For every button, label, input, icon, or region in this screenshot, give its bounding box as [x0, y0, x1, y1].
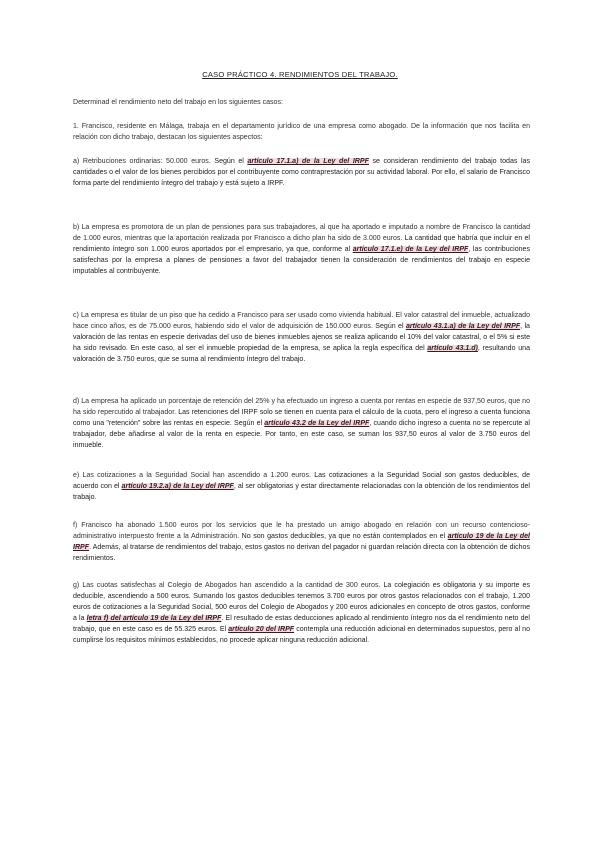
section-g-law-reference-2[interactable]: artículo 20 del IRPF: [228, 626, 295, 634]
section-a-text-2: se consideran rendimiento del trabajo todas las cantidades o el valor de los bienes percibidos por el contribuyente como contraprestación por su actividad laboral. Por ello, el salario de Francisco forma parte del rendimiento íntegro del trabajo y está sujeto a IRPF.: [73, 158, 530, 188]
section-e-law-reference[interactable]: artículo 19.2.a) de la Ley del IRPF: [121, 483, 234, 491]
intro-text: Determinad el rendimiento neto del trabajo en los siguientes casos:: [73, 99, 283, 106]
section-b-text-2: , las contribuciones satisfechas por la empresa a planes de pensiones a favor del trabajador tienen la consideración de rendimientos del trabajo en especie imputables al contribuyente.: [73, 246, 530, 276]
section-b-law-reference[interactable]: artículo 17.1.e) de la Ley del IRPF: [352, 246, 469, 254]
section-d: [73, 396, 530, 451]
section-g-text-1: La colegiación es obligatoria y su importe es deducible, ascendiendo a 500 euros. Sumando los gastos deducibles tenemos 3.700 euros por otros gastos relacionados con el trabajo, 1.200 euros de cotizaciones a la Seguridad Social, 500 euros del Colegio de Abogados y 200 euros adicionales en concepto de otros gastos, conforme a la: [73, 582, 530, 623]
section-c-question: c) La empresa es titular de un piso que ha cedido a Francisco para ser usado como vivienda habitual. El valor catastral del inmueble, actualizado hace cinco años, es de 75.000 euros, habiendo sido el valor de adquisición de 150.000 euros.: [73, 312, 530, 331]
section-c-text-1: Según el: [372, 323, 406, 331]
section-b-text-1: La cantidad que habría que incluir en el rendimiento íntegro son 1.000 euros aportados por el empresario, ya que, conforme al: [73, 235, 530, 254]
section-c-text-2: , la valoración de las rentas en especie derivadas del uso de bienes inmuebles ajenos se realiza aplicando el 10% del valor catastral, o el 5% si este ha sido revisado. En este caso, al ser el inmueble propiedad de la empresa, se aplica la regla específica del: [73, 323, 530, 353]
section-f: [73, 520, 530, 564]
section-f-law-reference[interactable]: artículo 19 de la Ley del IRPF: [73, 533, 530, 552]
section-e-text-2: , al ser obligatorias y estar directamente relacionadas con la obtención de los rendimientos del trabajo.: [73, 483, 530, 502]
section-b: [73, 222, 530, 277]
section-d-question: d) La empresa ha aplicado un porcentaje de retención del 25% y ha efectuado un ingreso a cuenta por rentas en especie de 937,50 euros, que no ha sido repercutido al trabajador.: [73, 398, 530, 417]
section-c-law-reference-1[interactable]: artículo 43.1.a) de la Ley del IRPF: [405, 323, 521, 331]
document-title: CASO PRÁCTICO 4. RENDIMIENTOS DEL TRABAJO.: [202, 70, 398, 79]
section-f-question: f) Francisco ha abonado 1.500 euros por los servicios que le ha prestado un amigo abogado en relación con un recurso contencioso-administrativo interpuesto frente a la Administración.: [73, 522, 530, 541]
section-g-text-3: contempla una reducción adicional en determinados supuestos, pero al no cumplirse los requisitos mínimos establecidos, no procede aplicar ninguna reducción adicional.: [73, 626, 530, 645]
section-g: [73, 580, 530, 647]
section-a-text-1: Según el: [210, 158, 248, 165]
section-f-text-2: . Además, al tratarse de rendimientos del trabajo, estos gastos no derivan del pagador ni guardan relación directa con la obtención de dichos rendimientos.: [73, 544, 530, 563]
section-e-text-1: Las cotizaciones a la Seguridad Social son gastos deducibles, de acuerdo con el: [73, 472, 530, 491]
section-e: [73, 470, 530, 503]
section-c-law-reference-2[interactable]: artículo 43.1.d): [427, 345, 478, 353]
section-g-question: g) Las cuotas satisfechas al Colegio de Abogados han ascendido a la cantidad de 300 euros.: [73, 582, 381, 589]
section-d-text-1: Las retenciones del IRPF solo se tienen en cuenta para el cálculo de la cuota, pero el ingreso a cuenta funciona como una "retención" sobre las rentas en especie. Según el: [73, 409, 531, 428]
section-g-law-reference-1[interactable]: letra f) del artículo 19 de la Ley del IRPF: [86, 615, 222, 623]
section-a-question: a) Retribuciones ordinarias: 50.000 euros.: [73, 158, 211, 165]
section-d-law-reference[interactable]: artículo 43.2 de la Ley del IRPF: [264, 420, 370, 428]
section-c-text-3: , resultando una valoración de 3.750 euros, que se suma al rendimiento íntegro del trabajo.: [73, 345, 531, 364]
section-f-text-1: No son gastos deducibles, ya que no están contemplados en el: [239, 533, 448, 541]
case-1-statement: 1. Francisco, residente en Málaga, trabaja en el departamento jurídico de una empresa como abogado. De la información que nos facilita en relación con dicho trabajo, destacan los siguientes aspectos:: [73, 123, 530, 142]
section-b-question: b) La empresa es promotora de un plan de pensiones para sus trabajadores, al que ha aportado e imputado a nombre de Francisco la cantidad de 1.000 euros, mientras que la aportación realizada por Francisco a dicho plan ha sido de 3.000 euros.: [73, 224, 530, 243]
section-a-law-reference[interactable]: artículo 17.1.a) de la Ley del IRPF: [247, 158, 369, 165]
section-a: [73, 156, 530, 189]
section-g-text-2: . El resultado de estas deducciones aplicado al rendimiento íntegro nos da el rendimiento neto del trabajo, que en este caso es de 55.325 euros. El: [73, 615, 530, 634]
section-c: [73, 310, 530, 365]
section-d-text-2: , cuando dicho ingreso a cuenta no se repercute al trabajador, debe añadirse al valor de la renta en especie. Por tanto, en este caso, se suman los 937,50 euros al valor de 3.750 euros del inmueble.: [73, 420, 530, 450]
section-e-question: e) Las cotizaciones a la Seguridad Social han ascendido a 1.200 euros.: [73, 472, 311, 479]
